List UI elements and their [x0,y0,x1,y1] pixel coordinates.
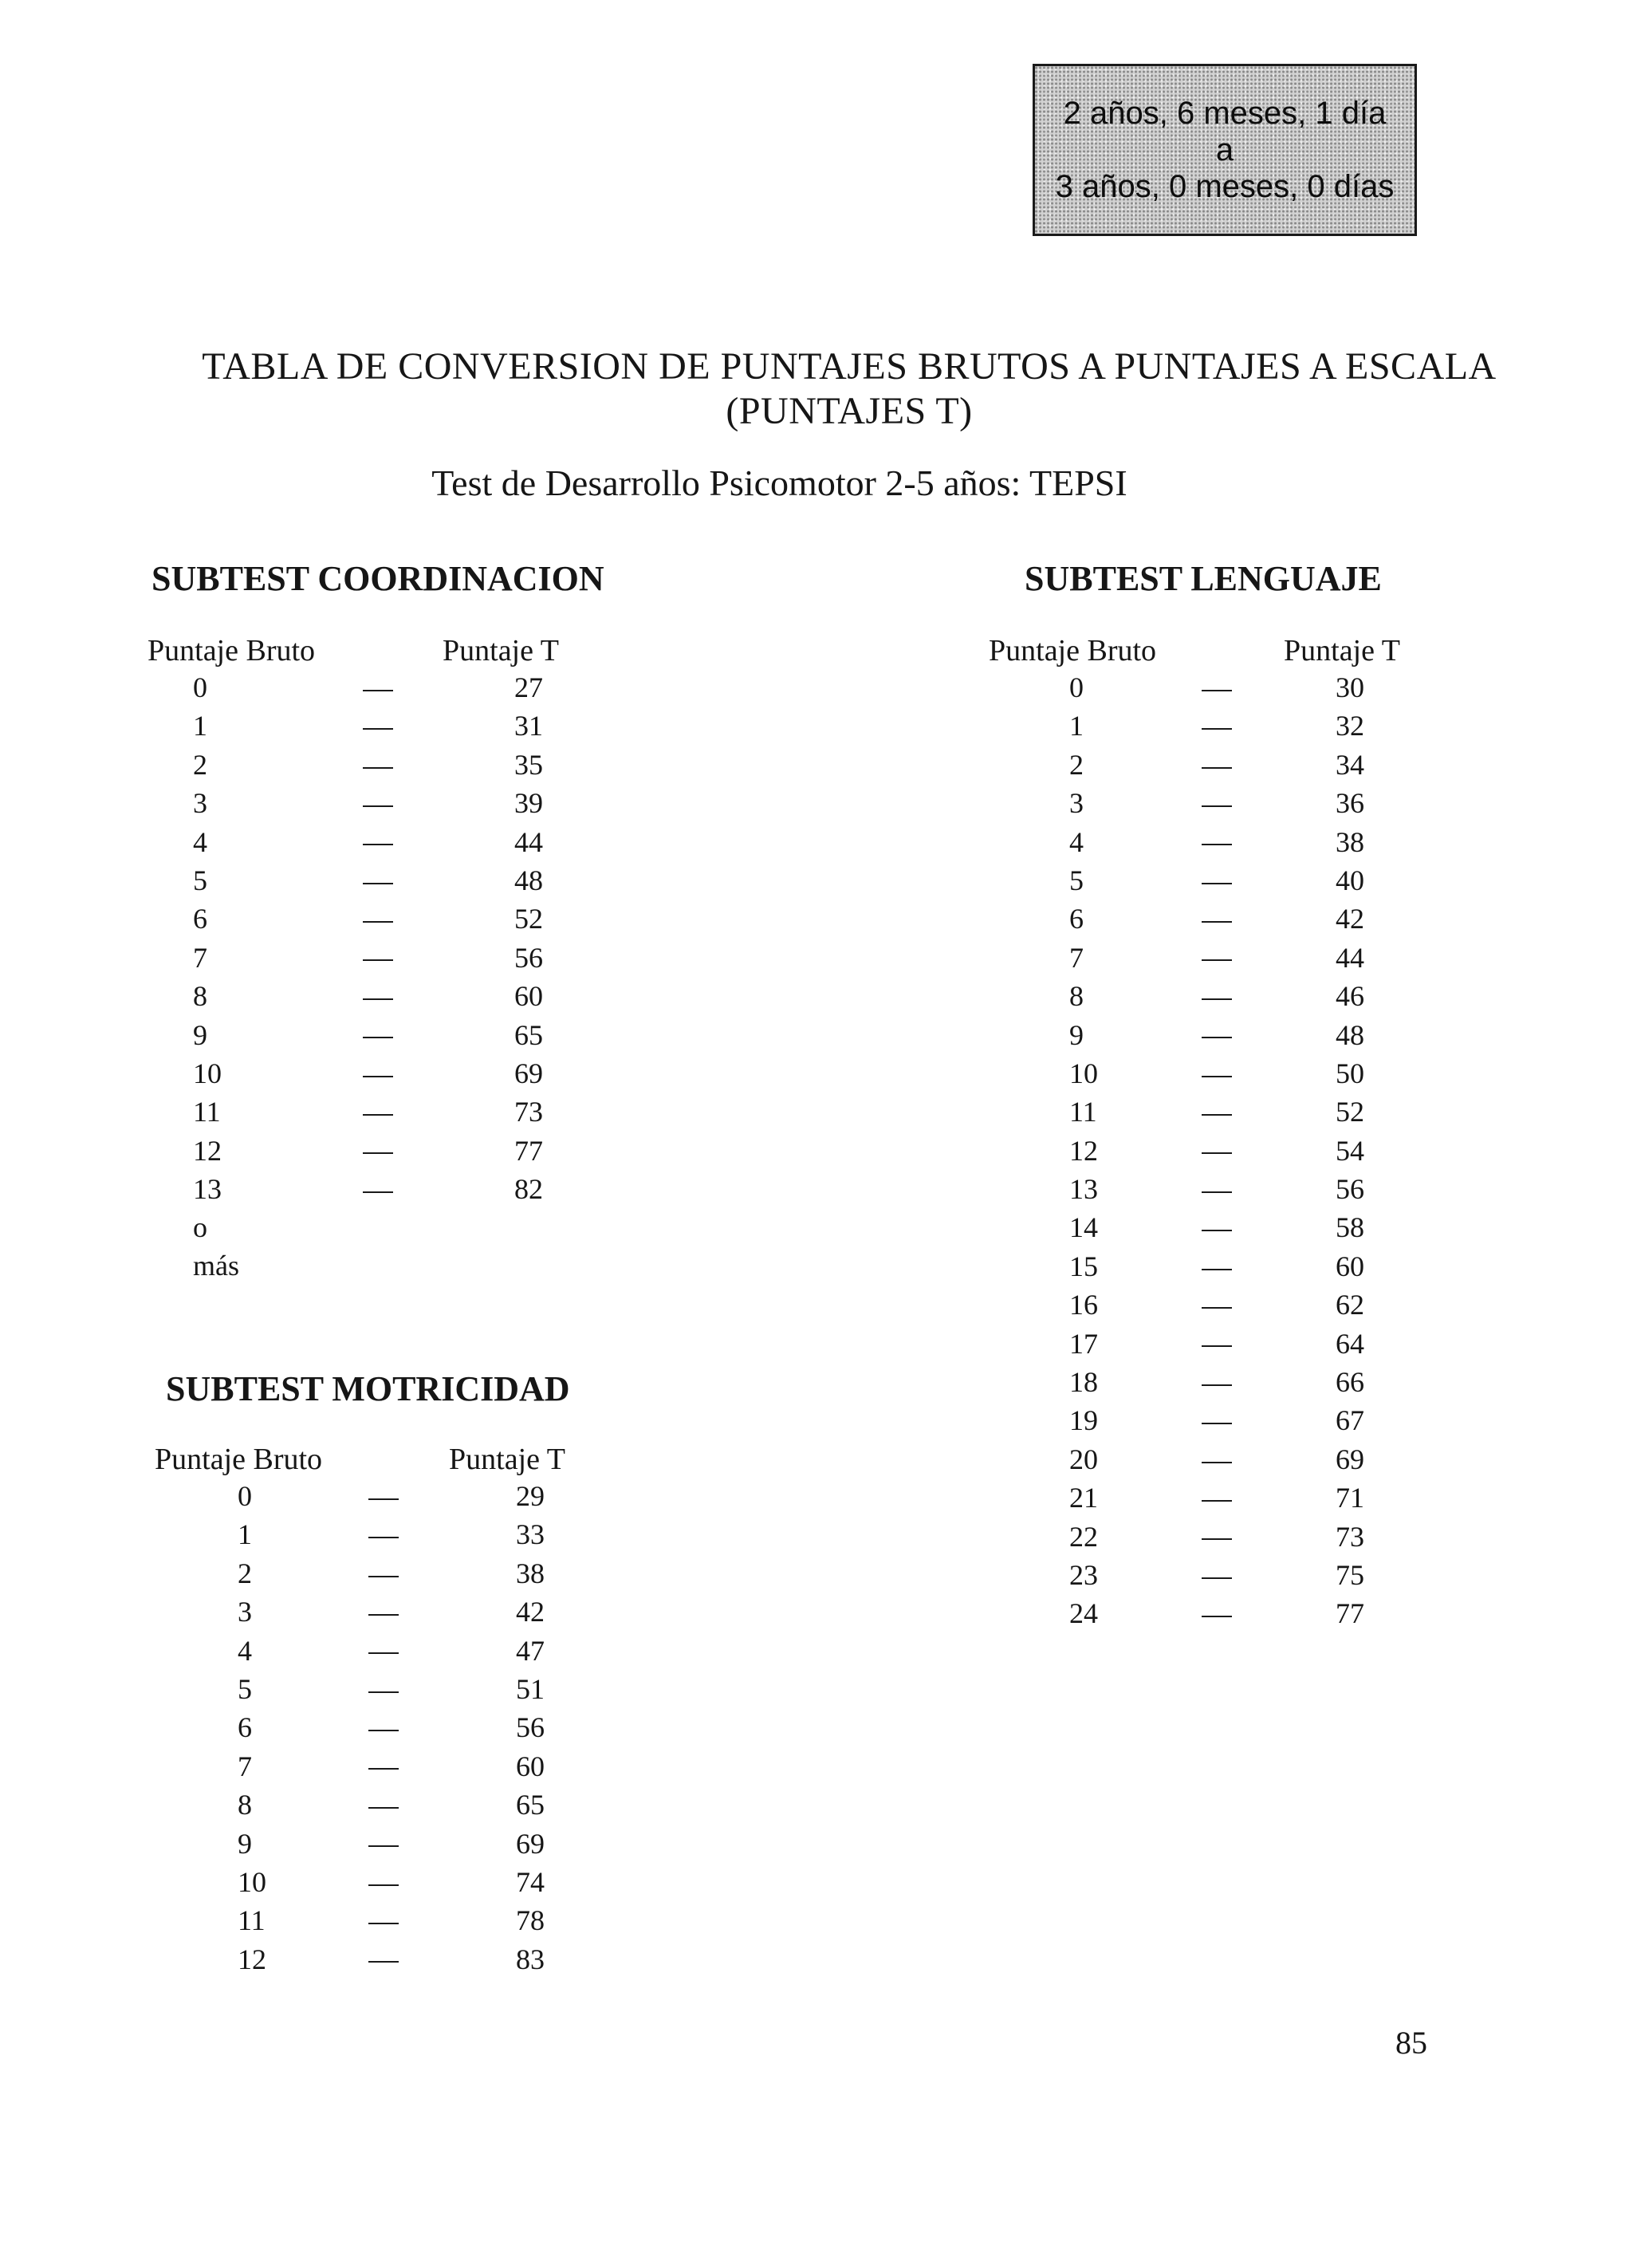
dash-separator [363,1170,393,1208]
dash-separator [1202,1518,1232,1556]
puntaje-bruto-value: 12 [193,1134,222,1167]
puntaje-t-value: 69 [514,1057,543,1089]
dash-separator [368,1863,399,1901]
puntaje-bruto-value: 13 [1069,1173,1098,1206]
puntaje-t-value: 77 [1336,1597,1364,1630]
puntaje-t-value: 54 [1336,1134,1364,1167]
puntaje-bruto-value: 16 [1069,1289,1098,1321]
puntaje-bruto-value: 6 [193,903,207,935]
coordinacion-heading: SUBTEST COORDINACION [151,559,604,598]
puntaje-t-value: 51 [516,1672,545,1705]
coordinacion-t-header: Puntaje T [443,634,560,667]
dash-separator [1202,977,1232,1015]
dash-separator [368,1747,399,1786]
puntaje-bruto-value: 3 [1069,787,1084,820]
dash-separator [1202,823,1232,861]
puntaje-bruto-value: 5 [1069,864,1084,896]
dash-separator [1202,1363,1232,1401]
puntaje-bruto-value: 9 [238,1827,252,1860]
puntaje-t-value: 62 [1336,1289,1364,1321]
puntaje-t-value: 56 [516,1711,545,1744]
dash-separator [368,1901,399,1939]
puntaje-t-value: 83 [516,1943,545,1975]
puntaje-t-value: 78 [516,1904,545,1937]
puntaje-bruto-value: 0 [1069,671,1084,703]
puntaje-bruto-value: 19 [1069,1404,1098,1437]
puntaje-bruto-value: 12 [238,1943,266,1975]
dash-separator [368,1554,399,1593]
dash-separator [363,939,393,977]
puntaje-t-value: 69 [516,1827,545,1860]
dash-separator [1202,861,1232,900]
puntaje-t-value: 65 [516,1789,545,1821]
puntaje-bruto-value: 7 [238,1750,252,1782]
age-range-end: 3 años, 0 meses, 0 días [1055,169,1395,204]
puntaje-bruto-value: 12 [1069,1134,1098,1167]
puntaje-t-value: 75 [1336,1558,1364,1591]
puntaje-t-value: 56 [514,941,543,974]
dash-separator [368,1515,399,1553]
dash-separator [1202,1479,1232,1517]
dash-separator [1202,1325,1232,1363]
dash-separator [368,1786,399,1824]
dash-separator [368,1593,399,1631]
puntaje-bruto-value: 17 [1069,1327,1098,1360]
coordinacion-bruto-header: Puntaje Bruto [148,634,316,667]
puntaje-t-value: 48 [1336,1018,1364,1051]
puntaje-bruto-value: 5 [238,1672,252,1705]
dash-separator [363,746,393,784]
puntaje-bruto-value: 1 [193,710,207,742]
dash-separator [363,1132,393,1170]
puntaje-t-value: 46 [1336,980,1364,1013]
puntaje-bruto-value: 5 [193,864,207,896]
puntaje-t-value: 64 [1336,1327,1364,1360]
puntaje-bruto-value: 21 [1069,1482,1098,1514]
puntaje-bruto-value: 3 [193,787,207,820]
puntaje-bruto-value: 4 [238,1634,252,1667]
puntaje-t-value: 30 [1336,671,1364,703]
puntaje-bruto-value: 2 [193,748,207,781]
puntaje-bruto-value: 15 [1069,1250,1098,1282]
dash-separator [368,1825,399,1863]
puntaje-t-value: 60 [516,1750,545,1782]
puntaje-bruto-value: 1 [238,1518,252,1551]
puntaje-bruto-value: 7 [1069,941,1084,974]
puntaje-bruto-value: 9 [193,1018,207,1051]
puntaje-t-value: 42 [1336,903,1364,935]
puntaje-bruto-value: 8 [238,1789,252,1821]
puntaje-t-value: 74 [516,1865,545,1898]
puntaje-bruto-value: 6 [1069,903,1084,935]
dash-separator [1202,668,1232,707]
puntaje-t-value: 44 [514,825,543,858]
puntaje-t-value: 29 [516,1480,545,1512]
page-title: TABLA DE CONVERSION DE PUNTAJES BRUTOS A PUNTAJES A ESCALA (PUNTAJES T) [202,345,1497,432]
dash-separator [363,1093,393,1131]
dash-separator [1202,746,1232,784]
puntaje-t-value: 52 [1336,1096,1364,1128]
dash-separator [363,977,393,1015]
puntaje-bruto-value: 8 [193,980,207,1013]
dash-separator [1202,939,1232,977]
dash-separator [1202,1401,1232,1439]
puntaje-bruto-value: 8 [1069,980,1084,1013]
dash-separator [1202,900,1232,938]
puntaje-bruto-value: 18 [1069,1366,1098,1399]
age-range-start: 2 años, 6 meses, 1 día [1063,96,1387,131]
dash-separator [1202,1054,1232,1093]
puntaje-bruto-value: 22 [1069,1520,1098,1553]
puntaje-t-value: 82 [514,1173,543,1206]
puntaje-t-value: 44 [1336,941,1364,974]
puntaje-t-value: 65 [514,1018,543,1051]
puntaje-bruto-value: 14 [1069,1211,1098,1244]
puntaje-t-value: 33 [516,1518,545,1551]
puntaje-t-value: 60 [1336,1250,1364,1282]
dash-separator [368,1477,399,1515]
puntaje-bruto-value: 24 [1069,1597,1098,1630]
puntaje-t-value: 58 [1336,1211,1364,1244]
dash-separator [1202,707,1232,745]
age-range-box [1033,64,1417,236]
puntaje-bruto-value: 7 [193,941,207,974]
puntaje-bruto-value: 11 [193,1096,221,1128]
puntaje-t-value: 36 [1336,787,1364,820]
puntaje-t-value: 38 [1336,825,1364,858]
age-range-connector: a [1215,132,1234,167]
puntaje-t-value: 31 [514,710,543,742]
puntaje-t-value: 73 [514,1096,543,1128]
puntaje-t-value: 48 [514,864,543,896]
puntaje-bruto-value: 2 [1069,748,1084,781]
dash-separator [1202,1594,1232,1632]
puntaje-t-value: 27 [514,671,543,703]
dash-separator [1202,1208,1232,1246]
puntaje-bruto-value: 0 [238,1480,252,1512]
puntaje-bruto-value: 11 [1069,1096,1097,1128]
lenguaje-t-header: Puntaje T [1284,634,1401,667]
dash-separator [1202,1440,1232,1479]
puntaje-bruto-value: 10 [193,1057,222,1089]
dash-separator [363,823,393,861]
motricidad-heading: SUBTEST MOTRICIDAD [166,1369,570,1408]
puntaje-bruto-value: 23 [1069,1558,1098,1591]
motricidad-bruto-header: Puntaje Bruto [155,1443,323,1476]
puntaje-t-value: 40 [1336,864,1364,896]
puntaje-t-value: 73 [1336,1520,1364,1553]
puntaje-t-value: 34 [1336,748,1364,781]
page-number: 85 [1395,2025,1427,2061]
page-subtitle: Test de Desarrollo Psicomotor 2-5 años: TEPSI [431,463,1127,503]
dash-separator [363,668,393,707]
puntaje-t-value: 39 [514,787,543,820]
dash-separator [363,784,393,822]
puntaje-t-value: 60 [514,980,543,1013]
puntaje-t-value: 56 [1336,1173,1364,1206]
puntaje-t-value: 71 [1336,1482,1364,1514]
puntaje-t-value: 42 [516,1596,545,1628]
dash-separator [1202,1247,1232,1286]
dash-separator [368,1670,399,1708]
puntaje-t-value: 38 [516,1557,545,1589]
dash-separator [368,1632,399,1670]
puntaje-bruto-value: 10 [1069,1057,1098,1089]
puntaje-t-value: 69 [1336,1443,1364,1475]
dash-separator [363,1054,393,1093]
puntaje-t-value: 50 [1336,1057,1364,1089]
dash-separator [363,1016,393,1054]
dash-separator [363,707,393,745]
dash-separator [1202,1093,1232,1131]
puntaje-bruto-value: 13 o más [193,1173,239,1282]
puntaje-bruto-value: 9 [1069,1018,1084,1051]
puntaje-bruto-value: 0 [193,671,207,703]
motricidad-t-header: Puntaje T [449,1443,566,1476]
puntaje-bruto-value: 6 [238,1711,252,1744]
dash-separator [363,900,393,938]
dash-separator [1202,1556,1232,1594]
dash-separator [1202,1170,1232,1208]
puntaje-bruto-value: 1 [1069,710,1084,742]
puntaje-t-value: 35 [514,748,543,781]
puntaje-t-value: 32 [1336,710,1364,742]
puntaje-bruto-value: 4 [1069,825,1084,858]
puntaje-t-value: 47 [516,1634,545,1667]
dash-separator [1202,1016,1232,1054]
puntaje-t-value: 66 [1336,1366,1364,1399]
puntaje-bruto-value: 11 [238,1904,266,1937]
dash-separator [363,861,393,900]
puntaje-bruto-value: 10 [238,1865,266,1898]
puntaje-bruto-value: 2 [238,1557,252,1589]
puntaje-bruto-value: 20 [1069,1443,1098,1475]
puntaje-t-value: 67 [1336,1404,1364,1437]
dash-separator [368,1940,399,1979]
lenguaje-bruto-header: Puntaje Bruto [989,634,1157,667]
puntaje-t-value: 52 [514,903,543,935]
dash-separator [1202,1132,1232,1170]
lenguaje-heading: SUBTEST LENGUAJE [1025,559,1382,598]
dash-separator [1202,1286,1232,1324]
dash-separator [368,1708,399,1746]
puntaje-bruto-value: 4 [193,825,207,858]
puntaje-bruto-value: 3 [238,1596,252,1628]
puntaje-t-value: 77 [514,1134,543,1167]
dash-separator [1202,784,1232,822]
